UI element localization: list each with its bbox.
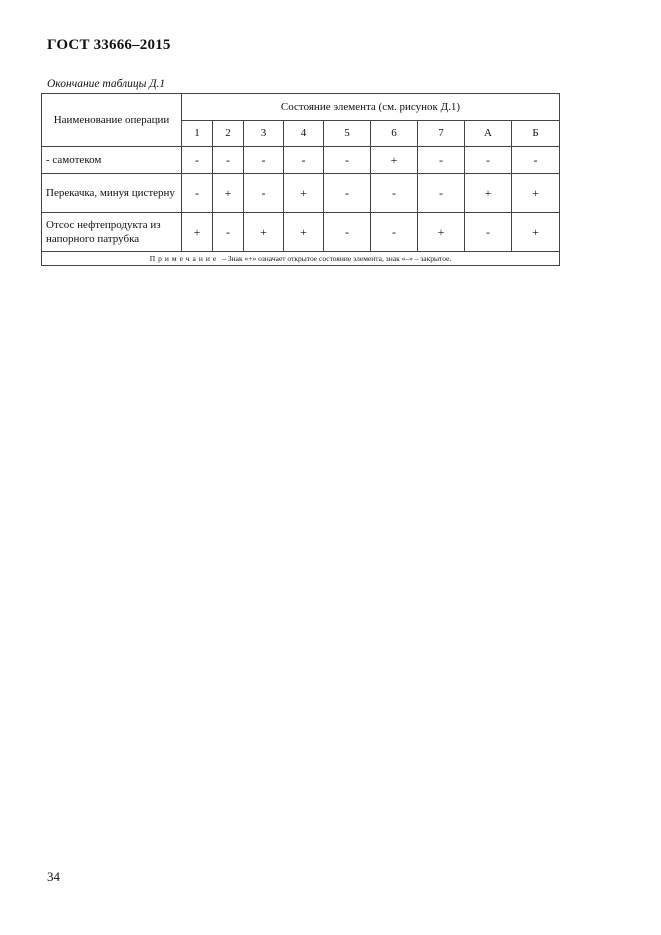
state-cell: - bbox=[465, 213, 512, 252]
table-note bbox=[42, 252, 560, 266]
state-cell: + bbox=[182, 213, 213, 252]
state-cell: + bbox=[512, 174, 560, 213]
table-row bbox=[42, 174, 560, 213]
state-cell: + bbox=[284, 213, 324, 252]
state-cell: + bbox=[371, 147, 418, 174]
state-cell: + bbox=[465, 174, 512, 213]
state-cell: - bbox=[182, 174, 213, 213]
state-cell: + bbox=[512, 213, 560, 252]
table-row bbox=[42, 147, 560, 174]
column-header: 7 bbox=[418, 120, 465, 147]
operation-name: Перекачка, минуя цистерну bbox=[42, 174, 182, 213]
operation-header: Наименование операции bbox=[42, 94, 182, 147]
state-cell: - bbox=[371, 174, 418, 213]
state-cell: - bbox=[213, 213, 244, 252]
page-number: 34 bbox=[47, 869, 60, 884]
element-state-table bbox=[41, 93, 560, 266]
state-cell: - bbox=[418, 147, 465, 174]
note-row bbox=[42, 252, 560, 266]
state-cell: - bbox=[213, 147, 244, 174]
operation-name: Отсос нефтепродукта из напорного патрубка bbox=[42, 213, 182, 252]
state-cell: + bbox=[213, 174, 244, 213]
state-cell: - bbox=[371, 213, 418, 252]
state-cell: - bbox=[284, 147, 324, 174]
column-header: 6 bbox=[371, 120, 418, 147]
document-header: ГОСТ 33666–2015 bbox=[47, 37, 171, 53]
state-cell: - bbox=[465, 147, 512, 174]
state-cell: + bbox=[418, 213, 465, 252]
state-header: Состояние элемента (см. рисунок Д.1) bbox=[182, 94, 560, 121]
column-header: 3 bbox=[244, 120, 284, 147]
table-caption: Окончание таблицы Д.1 bbox=[47, 78, 166, 90]
state-cell: - bbox=[418, 174, 465, 213]
state-cell: - bbox=[324, 147, 371, 174]
note-text: – Знак «+» означает открытое состояние элемента, знак «–» – закрытое. bbox=[222, 253, 452, 263]
state-cell: - bbox=[244, 174, 284, 213]
state-cell: - bbox=[182, 147, 213, 174]
state-cell: + bbox=[244, 213, 284, 252]
column-header: 2 bbox=[213, 120, 244, 147]
state-cell: - bbox=[324, 174, 371, 213]
note-label: Примечание bbox=[149, 253, 220, 263]
operation-name: - самотеком bbox=[42, 147, 182, 174]
table-header-row bbox=[42, 94, 560, 121]
column-header: 1 bbox=[182, 120, 213, 147]
column-header: А bbox=[465, 120, 512, 147]
column-header: 5 bbox=[324, 120, 371, 147]
column-header: 4 bbox=[284, 120, 324, 147]
state-cell: + bbox=[284, 174, 324, 213]
column-header: Б bbox=[512, 120, 560, 147]
state-cell: - bbox=[324, 213, 371, 252]
state-cell: - bbox=[512, 147, 560, 174]
table-row bbox=[42, 213, 560, 252]
state-cell: - bbox=[244, 147, 284, 174]
